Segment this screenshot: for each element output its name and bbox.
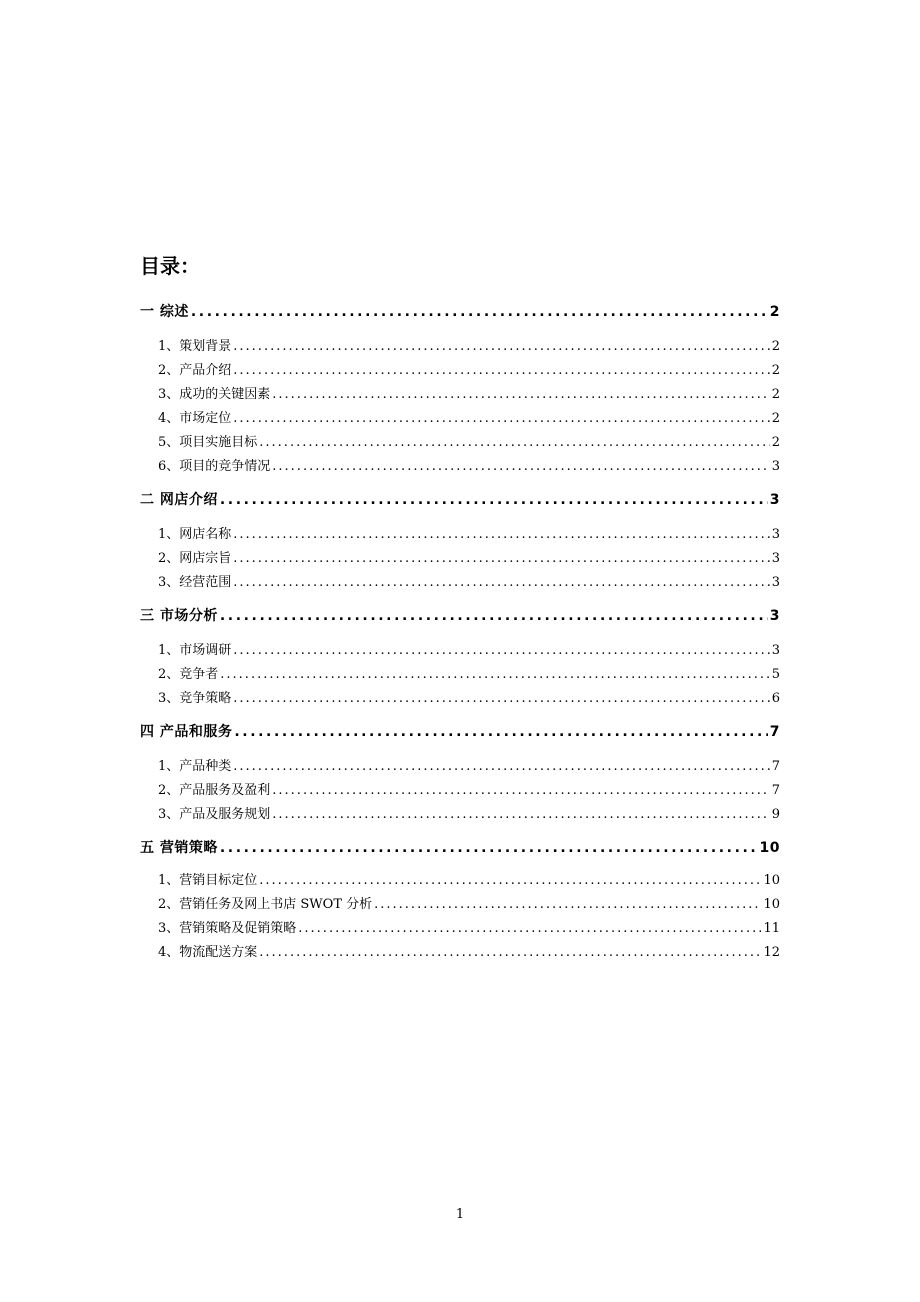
toc-section-label: 四 产品和服务 (140, 724, 233, 740)
toc-page-number: 3 (771, 527, 780, 542)
dot-leader (233, 643, 769, 658)
toc-item-label: 3、成功的关键因素 (158, 387, 271, 402)
toc-section-label: 一 综述 (140, 304, 189, 320)
toc-item[interactable] (140, 571, 780, 591)
dot-leader (233, 575, 769, 590)
toc-item[interactable] (140, 383, 780, 403)
toc-item[interactable] (140, 359, 780, 379)
dot-leader (259, 945, 761, 960)
dot-leader (233, 339, 769, 354)
toc-item-label: 2、网店宗旨 (158, 551, 232, 566)
toc-section-label: 三 市场分析 (140, 608, 218, 624)
toc-item[interactable] (140, 803, 780, 823)
toc-page-number: 3 (771, 575, 780, 590)
toc-page-number: 3 (769, 492, 780, 508)
toc-page-number: 10 (763, 873, 780, 888)
toc-section-label: 二 网店介绍 (140, 492, 218, 508)
toc-item-label: 2、产品介绍 (158, 363, 232, 378)
dot-leader (233, 759, 769, 774)
toc-item-label: 3、经营范围 (158, 575, 232, 590)
toc-item-label: 3、营销策略及促销策略 (158, 921, 297, 936)
toc-item[interactable] (140, 523, 780, 543)
toc-section-market-analysis[interactable] (140, 605, 780, 625)
toc-page-number: 10 (763, 897, 780, 912)
toc-item-label: 1、策划背景 (158, 339, 232, 354)
toc-item-label: 1、营销目标定位 (158, 873, 258, 888)
dot-leader (233, 527, 769, 542)
toc-item[interactable] (140, 663, 780, 683)
toc-page-number: 3 (771, 459, 780, 474)
toc-page-number: 5 (771, 667, 780, 682)
dot-leader (233, 411, 769, 426)
toc-item[interactable] (140, 407, 780, 427)
dot-leader (233, 691, 769, 706)
toc-page-number: 2 (771, 387, 780, 402)
toc-item-label: 5、项目实施目标 (158, 435, 258, 450)
toc-item-label: 3、产品及服务规划 (158, 807, 271, 822)
dot-leader (272, 807, 769, 822)
toc-item-label: 4、市场定位 (158, 411, 232, 426)
toc-item[interactable] (140, 335, 780, 355)
toc-page-number: 3 (771, 643, 780, 658)
dot-leader (191, 304, 768, 320)
dot-leader (234, 724, 767, 740)
toc-page-number: 7 (771, 783, 780, 798)
toc-item[interactable] (140, 869, 780, 889)
toc-page-number: 7 (771, 759, 780, 774)
toc-page-number: 11 (763, 921, 780, 936)
dot-leader (259, 873, 761, 888)
toc-item-label: 2、营销任务及网上书店 SWOT 分析 (158, 897, 373, 912)
toc-page-number: 2 (771, 363, 780, 378)
toc-item-label: 1、网店名称 (158, 527, 232, 542)
toc-item[interactable] (140, 755, 780, 775)
toc-item-label: 4、物流配送方案 (158, 945, 258, 960)
dot-leader (298, 921, 761, 936)
toc-item-label: 6、项目的竞争情况 (158, 459, 271, 474)
toc-item-label: 3、竞争策略 (158, 691, 232, 706)
toc-page-number: 3 (769, 608, 780, 624)
dot-leader (272, 459, 769, 474)
toc-section-products-services[interactable] (140, 721, 780, 741)
toc-page-number: 3 (771, 551, 780, 566)
toc-item-label: 2、竞争者 (158, 667, 219, 682)
dot-leader (259, 435, 769, 450)
toc-item[interactable] (140, 779, 780, 799)
toc-item[interactable] (140, 455, 780, 475)
dot-leader (272, 387, 769, 402)
dot-leader (220, 667, 769, 682)
toc-item[interactable] (140, 547, 780, 567)
dot-leader (272, 783, 769, 798)
toc-item[interactable] (140, 941, 780, 961)
dot-leader (220, 608, 768, 624)
toc-item[interactable] (140, 687, 780, 707)
toc-section-label: 五 营销策略 (140, 840, 218, 856)
toc-section-shop-intro[interactable] (140, 489, 780, 509)
toc-page-number: 2 (771, 435, 780, 450)
toc-page-number: 2 (769, 304, 780, 320)
toc-item[interactable] (140, 893, 780, 913)
toc-section-overview[interactable] (140, 301, 780, 321)
toc-item[interactable] (140, 639, 780, 659)
toc-section-marketing-strategy[interactable] (140, 837, 780, 857)
dot-leader (220, 492, 768, 508)
toc-page-number: 12 (763, 945, 780, 960)
toc-title: 目录： (140, 254, 200, 278)
toc-item-label: 1、市场调研 (158, 643, 232, 658)
toc-item[interactable] (140, 917, 780, 937)
toc-item[interactable] (140, 431, 780, 451)
toc-page-number: 7 (769, 724, 780, 740)
footer-page-number: 1 (455, 1207, 465, 1222)
dot-leader (233, 363, 769, 378)
dot-leader (374, 897, 761, 912)
toc-page-number: 2 (771, 339, 780, 354)
toc-page-number: 9 (771, 807, 780, 822)
toc-item-label: 2、产品服务及盈利 (158, 783, 271, 798)
dot-leader (233, 551, 769, 566)
toc-item-label: 1、产品种类 (158, 759, 232, 774)
toc-page-number: 6 (771, 691, 780, 706)
toc-page-number: 2 (771, 411, 780, 426)
toc-page-number: 10 (759, 840, 780, 856)
dot-leader (220, 840, 758, 856)
